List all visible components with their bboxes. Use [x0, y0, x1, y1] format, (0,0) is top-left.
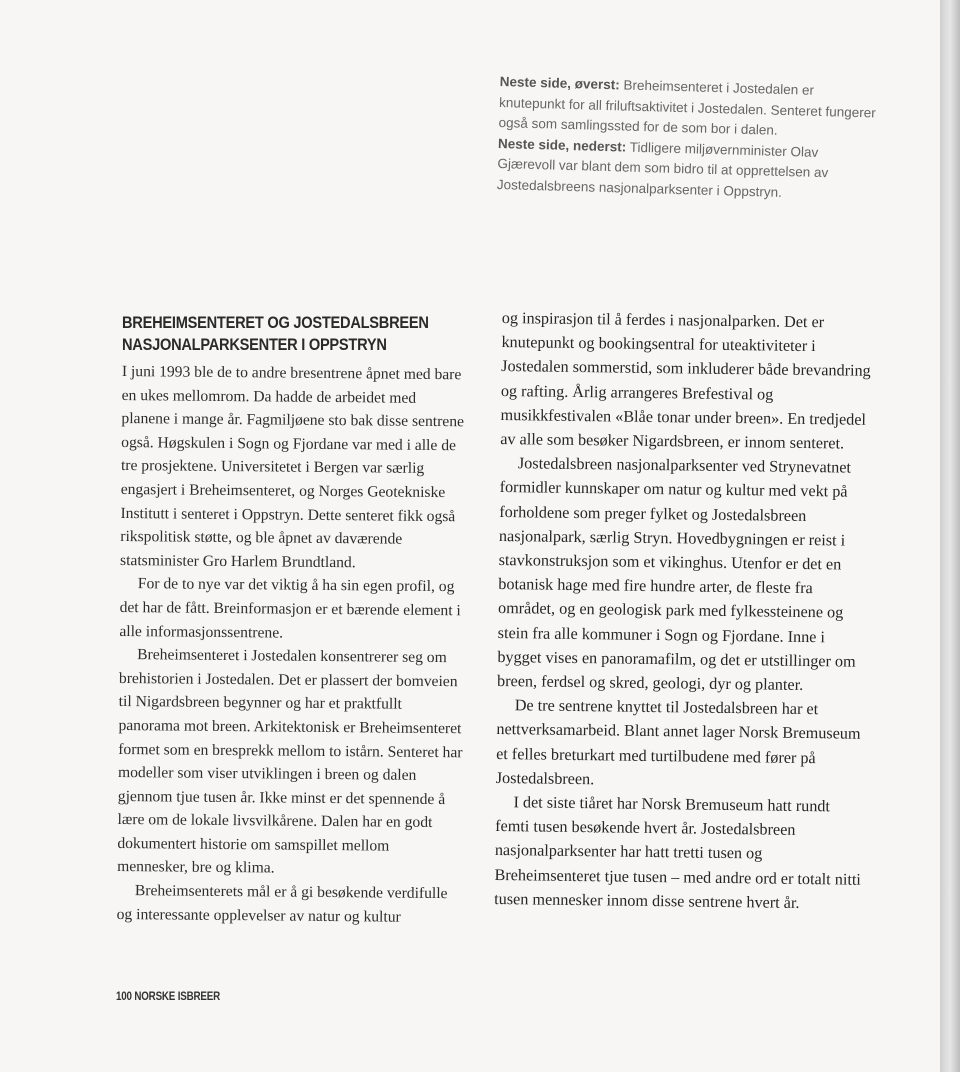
- paragraph: De tre sentrene knyttet til Jostedalsbreen har et nettverksamarbeid. Blant annet lager Norsk Bremuseum et felles breturkart med turtilbudene med fører på Jostedalsbreen.: [495, 696, 861, 789]
- left-column: [117, 360, 467, 930]
- paragraph: For de to nye var det viktig å ha sin egen profil, og det har de fått. Breinformasjon er et bærende element i alle informasjonssentrene.: [119, 575, 461, 642]
- paragraph: Jostedalsbreen nasjonalparksenter ved Strynevatnet formidler kunnskaper om natur og kultur med vekt på forholdene som preger fylket og Jostedalsbreen nasjonalpark, særlig Stryn. Hovedbygningen er reist i stavkonstruksjon som et vikinghus. Utenfor er det en botanisk hage med fire hundre arter, de fleste fra området, og en geologisk park med fylkessteinene og stein fra alle kommuner i Sogn og Fjordane. Inne i bygget vises en panoramafilm, og det er utstillinger om breen, ferdsel og skred, geologi, dyr og planter.: [496, 454, 856, 695]
- caption-bottom: [497, 133, 879, 205]
- facing-page-edge: [940, 0, 960, 1072]
- running-title: NORSKE ISBREER: [134, 991, 220, 1003]
- paragraph: I det siste tiåret har Norsk Bremuseum hatt rundt femti tusen besøkende hvert år. Jostedalsbreen nasjonalparksenter har hatt tretti tusen og Breheimsenteret tjue tusen – med andre ord er totalt nitti tusen mennesker innom disse sentrene hvert år.: [494, 793, 862, 912]
- paragraph: Breheimsenterets mål er å gi besøkende verdifulle og interessante opplevelser av natur og kultur: [116, 882, 448, 926]
- paragraph: og inspirasjon til å ferdes i nasjonalparken. Det er knutepunkt og bookingsentral for uteaktiviteter i Jostedalen sommerstid, som inkluderer både brevandring og rafting. Årlig arrangeres Brefestival og musikkfestivalen «Blåe tonar under breen». En tredjedel av alle som besøker Nigardsbreen, er innom senteret.: [500, 308, 871, 453]
- photo-caption: [497, 72, 880, 206]
- caption-top: [498, 72, 880, 144]
- caption-bottom-label: Neste side, nederst:: [497, 135, 627, 155]
- right-column: [494, 306, 874, 916]
- paragraph: I juni 1993 ble de to andre bresentrene åpnet med bare en ukes mellomrom. Da hadde de arbeidet med planene i mange år. Fagmiljøene sto bak disse sentrene også. Høgskulen i Sogn og Fjordane var med i alle de tre prosjektene. Universitetet i Bergen var særlig engasjert i Breheimsenteret, og Norges Geotekniske Institutt i senteret i Oppstryn. Dette senteret fikk også rikspolitisk støtte, og ble åpnet av daværende statsminister Gro Harlem Brundtland.: [119, 362, 465, 572]
- page-number: 100: [116, 991, 132, 1003]
- section-heading-line-2: NASJONALPARKSENTER I OPPSTRYN: [122, 335, 387, 354]
- section-heading-line-1: BREHEIMSENTERET OG JOSTEDALSBREEN: [122, 313, 429, 332]
- section-heading: [122, 312, 432, 356]
- caption-top-text: Breheimsenteret i Jostedalen er knutepunkt for all friluftsaktivitet i Jostedalen. Senteret fungerer også som samlingssted for de som bor i dalen.: [498, 77, 876, 138]
- caption-bottom-text: Tidligere miljøvernminister Olav Gjærevoll var blant dem som bidro til at opprettelsen av Jostedalsbreens nasjonalparksenter i Oppstryn.: [496, 139, 829, 200]
- page-footer: [116, 991, 220, 1003]
- paragraph: Breheimsenteret i Jostedalen konsentrerer seg om brehistorien i Jostedalen. Det er plassert der bomveien til Nigardsbreen begynner og har et praktfullt panorama mot breen. Arkitektonisk er Breheimsenteret formet som en bresprekk mellom to istårn. Senteret har modeller som viser utviklingen i breen og dalen gjennom tjue tusen år. Ikke minst er det spennende å lære om de lokale livsvilkårene. Dalen har en godt dokumentert historie om samspillet mellom mennesker, bre og klima.: [117, 646, 463, 877]
- caption-top-label: Neste side, øverst:: [499, 73, 620, 93]
